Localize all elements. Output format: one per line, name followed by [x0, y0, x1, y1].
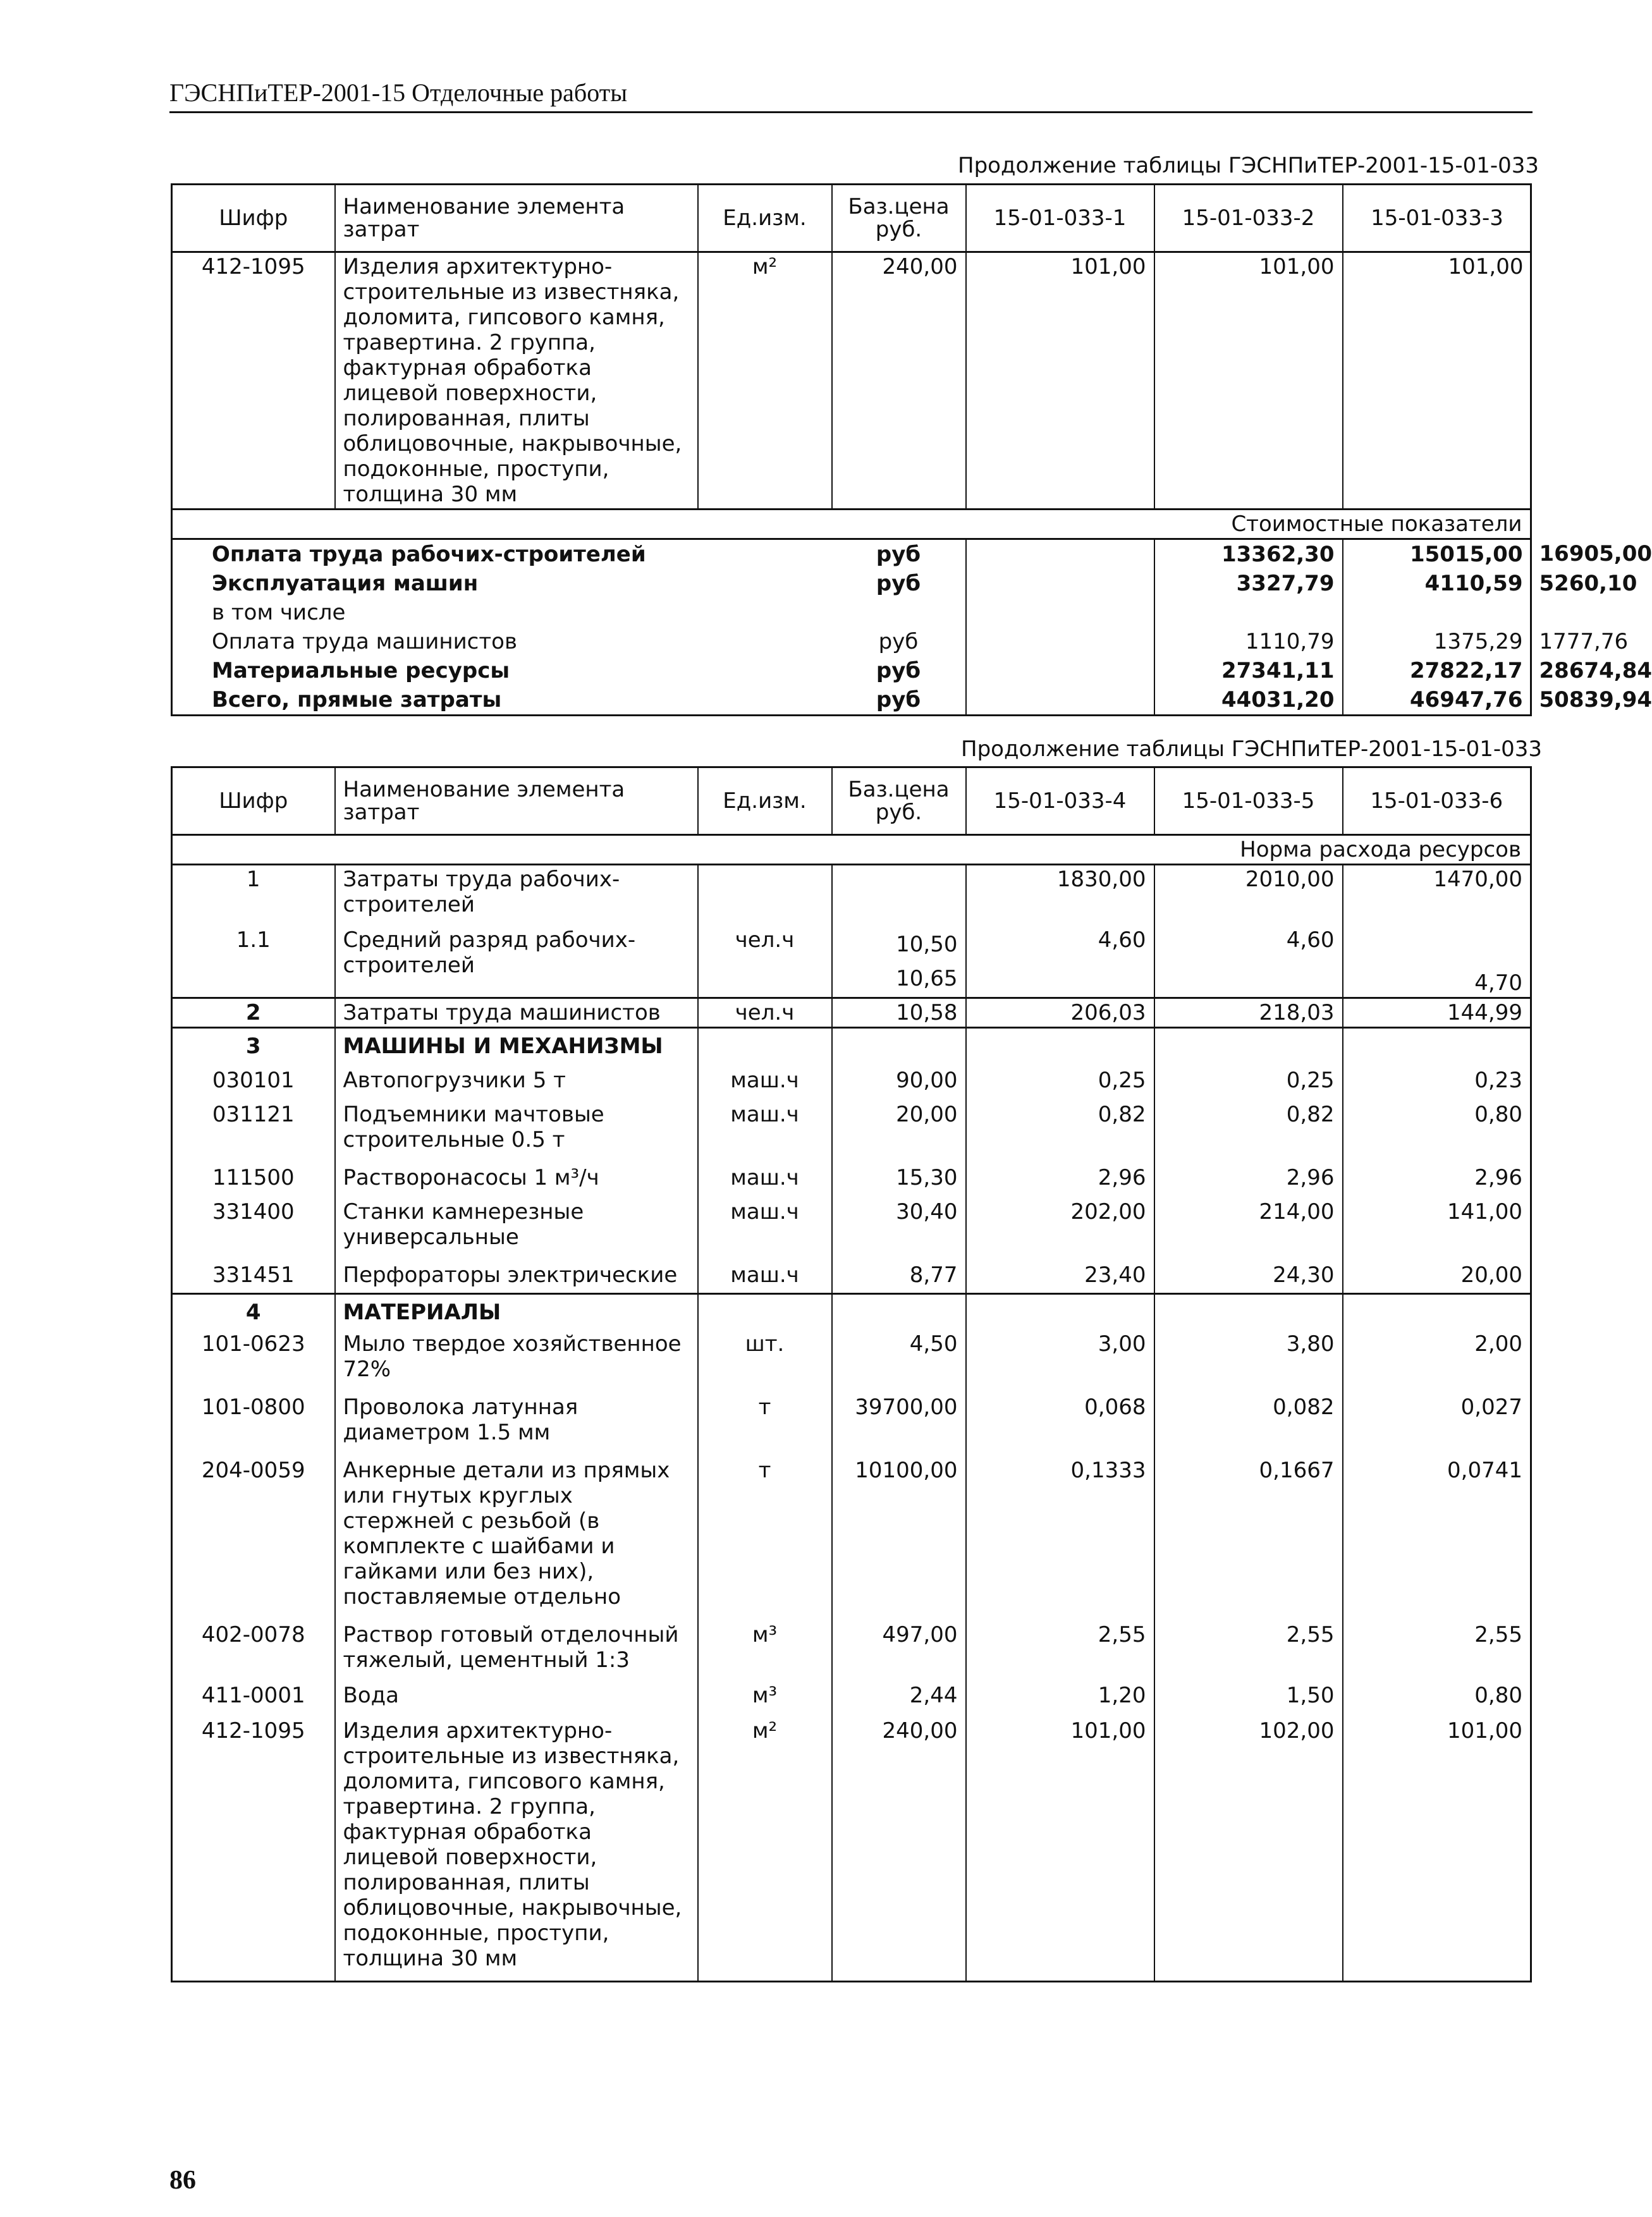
- row-value: 101,00: [1447, 1718, 1522, 1744]
- table-row: [172, 1611, 1531, 1674]
- row-unit: [698, 865, 832, 919]
- table-header-row: [172, 767, 1531, 835]
- col-header-name: Наименование элемента затрат: [335, 767, 698, 835]
- row-unit: м³: [698, 1674, 832, 1709]
- row-price: 20,00: [832, 1094, 966, 1154]
- row-value: 0,027: [1460, 1395, 1522, 1420]
- row-price: 2,44: [832, 1674, 966, 1709]
- row-price: 240,00: [832, 252, 966, 510]
- row-value: 2,00: [1474, 1331, 1522, 1357]
- total-value: 44031,20: [1154, 685, 1343, 716]
- row-value: 1470,00: [1433, 867, 1522, 892]
- row-value: 202,00: [966, 1192, 1154, 1251]
- row-unit: т: [698, 1446, 832, 1611]
- table-row: [172, 1674, 1531, 1709]
- row-code: 204-0059: [172, 1446, 335, 1611]
- col-header-unit: Ед.изм.: [698, 185, 832, 252]
- col-header-price: Баз.цена руб.: [832, 185, 966, 252]
- row-value: 2,96: [1474, 1165, 1522, 1190]
- row-value: 206,03: [966, 998, 1154, 1028]
- row-unit: м³: [698, 1611, 832, 1674]
- col-header-code: Шифр: [172, 185, 335, 252]
- row-value: 1830,00: [966, 865, 1154, 919]
- row-value: 101,00: [1154, 252, 1343, 510]
- row-value: 214,00: [1154, 1192, 1343, 1251]
- row-value: 20,00: [1460, 1262, 1522, 1288]
- row-value: 2,55: [1154, 1611, 1343, 1674]
- total-value: 1375,29: [1343, 627, 1531, 656]
- row-code: 412-1095: [172, 1709, 335, 1981]
- row-code: 1.1: [172, 919, 335, 998]
- total-empty: [966, 685, 1154, 716]
- row-code: 101-0623: [172, 1326, 335, 1383]
- table-row: [172, 252, 1531, 510]
- total-label: Материальные ресурсы: [212, 658, 510, 683]
- table-row: [172, 1154, 1531, 1192]
- row-value: 218,03: [1154, 998, 1343, 1028]
- total-empty: [966, 598, 1154, 627]
- running-header: ГЭСНПиТЕР-2001-15 Отделочные работы: [169, 75, 1533, 113]
- total-empty: [966, 569, 1154, 598]
- row-value: 0,25: [1154, 1060, 1343, 1094]
- row-name: Вода: [335, 1674, 698, 1709]
- band-row: [172, 835, 1531, 865]
- row-price: [832, 865, 966, 919]
- total-label: Оплата труда машинистов: [212, 629, 518, 654]
- row-code: 111500: [172, 1154, 335, 1192]
- row-price: 15,30: [832, 1154, 966, 1192]
- table-row: [172, 1326, 1531, 1383]
- total-value: [1343, 598, 1531, 627]
- band-label: Норма расхода ресурсов: [172, 835, 1531, 865]
- total-empty: [966, 656, 1154, 685]
- row-code: 411-0001: [172, 1674, 335, 1709]
- total-value: 27822,17: [1343, 656, 1531, 685]
- row-value: 0,82: [966, 1094, 1154, 1154]
- row-unit: м²: [698, 252, 832, 510]
- page-number: 86: [169, 2166, 196, 2195]
- row-name: Изделия архитектурно-строительные из известняка, доломита, гипсового камня, травертина. 2 группа, фактурная обработка лицевой поверхности, полированная, плиты облицовочные, накрывочные, подоконные, проступи, толщина 30 мм: [335, 252, 698, 510]
- row-unit: маш.ч: [698, 1192, 832, 1251]
- table-header-row: [172, 185, 1531, 252]
- col-header-rate: 15-01-033-6: [1343, 767, 1531, 835]
- row-value: 101,00: [966, 1709, 1154, 1981]
- table-row: [172, 1192, 1531, 1251]
- band-label: Стоимостные показатели: [172, 510, 1531, 539]
- total-unit: руб: [832, 656, 966, 685]
- row-value: 0,1333: [966, 1446, 1154, 1611]
- row-name: Проволока латунная диаметром 1.5 мм: [335, 1383, 698, 1446]
- row-name: Автопогрузчики 5 т: [335, 1060, 698, 1094]
- col-header-rate: 15-01-033-2: [1154, 185, 1343, 252]
- table-row: [172, 1383, 1531, 1446]
- col-header-rate: 15-01-033-4: [966, 767, 1154, 835]
- table-row: [172, 998, 1531, 1028]
- row-code: 402-0078: [172, 1611, 335, 1674]
- total-empty: [966, 627, 1154, 656]
- row-value: 141,00: [1447, 1199, 1522, 1225]
- row-unit: маш.ч: [698, 1060, 832, 1094]
- row-value: 2010,00: [1154, 865, 1343, 919]
- row-value: 2,96: [966, 1154, 1154, 1192]
- row-value: 2,55: [1474, 1622, 1522, 1647]
- row-price: 4,50: [832, 1326, 966, 1383]
- cost-table-1: [171, 183, 1652, 716]
- total-row: Оплата труда машинистов руб 1110,79 1375,29 1777,76: [172, 627, 1531, 656]
- total-unit: руб: [832, 539, 966, 570]
- row-value: 0,082: [1154, 1383, 1343, 1446]
- table-caption: Продолжение таблицы ГЭСНПиТЕР-2001-15-01-033: [958, 153, 1539, 178]
- table-row: [172, 865, 1531, 919]
- col-header-price: Баз.цена руб.: [832, 767, 966, 835]
- table-row: [172, 1709, 1531, 1981]
- row-price: 8,77: [832, 1251, 966, 1294]
- cost-table-2: [171, 766, 1532, 1982]
- row-code: 1: [172, 865, 335, 919]
- price-value: 10,65: [896, 966, 958, 991]
- total-unit: руб: [832, 685, 966, 716]
- total-value: 46947,76: [1343, 685, 1531, 716]
- table-caption: Продолжение таблицы ГЭСНПиТЕР-2001-15-01-033: [961, 736, 1543, 762]
- row-name: Затраты труда машинистов: [335, 998, 698, 1028]
- row-value: 1,20: [966, 1674, 1154, 1709]
- total-unit: руб: [832, 627, 966, 656]
- band-row: [172, 510, 1531, 539]
- row-code: 101-0800: [172, 1383, 335, 1446]
- section-title: МАТЕРИАЛЫ: [335, 1294, 698, 1327]
- row-unit: чел.ч: [698, 919, 832, 998]
- row-value: 3,80: [1154, 1326, 1343, 1383]
- row-code: 2: [172, 998, 335, 1028]
- row-price: 497,00: [832, 1611, 966, 1674]
- total-value: 1110,79: [1154, 627, 1343, 656]
- total-row: Материальные ресурсы руб 27341,11 27822,17 28674,84: [172, 656, 1531, 685]
- col-header-rate: 15-01-033-5: [1154, 767, 1343, 835]
- row-price: 30,40: [832, 1192, 966, 1251]
- row-name: Подъемники мачтовые строительные 0.5 т: [335, 1094, 698, 1154]
- row-code: 030101: [172, 1060, 335, 1094]
- section-title: МАШИНЫ И МЕХАНИЗМЫ: [335, 1028, 698, 1061]
- row-value: 4,70: [1474, 970, 1522, 996]
- row-unit: т: [698, 1383, 832, 1446]
- section-number: 3: [172, 1028, 335, 1061]
- row-price: 240,00: [832, 1709, 966, 1981]
- total-label: в том числе: [212, 600, 346, 625]
- row-name: Растворонасосы 1 м³/ч: [335, 1154, 698, 1192]
- row-code: 331400: [172, 1192, 335, 1251]
- row-value: 101,00: [1448, 254, 1524, 279]
- col-header-unit: Ед.изм.: [698, 767, 832, 835]
- row-value: 0,068: [966, 1383, 1154, 1446]
- row-unit: м²: [698, 1709, 832, 1981]
- row-value: 0,82: [1154, 1094, 1343, 1154]
- col-header-rate: 15-01-033-3: [1343, 185, 1531, 252]
- row-unit: маш.ч: [698, 1251, 832, 1294]
- total-row: [172, 598, 1531, 627]
- total-empty: [966, 539, 1154, 570]
- section-row: [172, 1028, 1531, 1061]
- total-value: 13362,30: [1154, 539, 1343, 570]
- col-header-name: Наименование элемента затрат: [335, 185, 698, 252]
- row-value: 2,55: [966, 1611, 1154, 1674]
- row-value: 102,00: [1154, 1709, 1343, 1981]
- row-value: 4,60: [966, 919, 1154, 998]
- total-label: Всего, прямые затраты: [212, 687, 502, 712]
- row-name: Средний разряд рабочих-строителей: [335, 919, 698, 998]
- row-name: Изделия архитектурно-строительные из известняка, доломита, гипсового камня, травертина. 2 группа, фактурная обработка лицевой поверхности, полированная, плиты облицовочные, накрывочные, подоконные, проступи, толщина 30 мм: [335, 1709, 698, 1981]
- row-name: Перфораторы электрические: [335, 1251, 698, 1294]
- row-value: 2,96: [1154, 1154, 1343, 1192]
- row-name: Станки камнерезные универсальные: [335, 1192, 698, 1251]
- row-value: 0,80: [1474, 1102, 1522, 1127]
- total-unit: руб: [832, 569, 966, 598]
- row-code: 412-1095: [172, 252, 335, 510]
- row-value: 0,25: [966, 1060, 1154, 1094]
- row-price: 39700,00: [832, 1383, 966, 1446]
- row-unit: маш.ч: [698, 1154, 832, 1192]
- row-name: Мыло твердое хозяйственное 72%: [335, 1326, 698, 1383]
- total-row: Всего, прямые затраты руб 44031,20 46947,76 50839,94: [172, 685, 1531, 716]
- row-value: 0,80: [1474, 1683, 1522, 1708]
- total-value: 3327,79: [1154, 569, 1343, 598]
- row-price: [832, 919, 966, 998]
- table-row: [172, 1446, 1531, 1611]
- price-value: 10,50: [896, 932, 958, 957]
- row-unit: шт.: [698, 1326, 832, 1383]
- table-row: [172, 1060, 1531, 1094]
- row-price: 10,58: [832, 998, 966, 1028]
- table-row: [172, 919, 1531, 998]
- row-value: 1,50: [1154, 1674, 1343, 1709]
- row-unit: маш.ч: [698, 1094, 832, 1154]
- total-unit: [832, 598, 966, 627]
- row-name: Анкерные детали из прямых или гнутых круглых стержней с резьбой (в комплекте с шайбами и гайками или без них), поставляемые отдельно: [335, 1446, 698, 1611]
- total-value: 27341,11: [1154, 656, 1343, 685]
- row-value: 101,00: [966, 252, 1154, 510]
- row-price: 10100,00: [832, 1446, 966, 1611]
- row-unit: чел.ч: [698, 998, 832, 1028]
- col-header-rate: 15-01-033-1: [966, 185, 1154, 252]
- row-price: 90,00: [832, 1060, 966, 1094]
- total-value: 15015,00: [1343, 539, 1531, 570]
- row-value: 24,30: [1154, 1251, 1343, 1294]
- row-value: 144,99: [1343, 998, 1531, 1028]
- row-code: 331451: [172, 1251, 335, 1294]
- row-value: 4,60: [1154, 919, 1343, 998]
- row-name: Затраты труда рабочих-строителей: [335, 865, 698, 919]
- row-name: Раствор готовый отделочный тяжелый, цементный 1:3: [335, 1611, 698, 1674]
- table-row: [172, 1251, 1531, 1294]
- row-value: 23,40: [966, 1251, 1154, 1294]
- row-value: 0,23: [1474, 1068, 1522, 1093]
- total-value: [1154, 598, 1343, 627]
- total-row: Оплата труда рабочих-строителей руб 13362,30 15015,00 16905,00: [172, 539, 1531, 570]
- row-code: 031121: [172, 1094, 335, 1154]
- table-row: [172, 1094, 1531, 1154]
- section-number: 4: [172, 1294, 335, 1327]
- section-row: [172, 1294, 1531, 1327]
- total-label: Эксплуатация машин: [212, 571, 479, 596]
- col-header-code: Шифр: [172, 767, 335, 835]
- row-value: 3,00: [966, 1326, 1154, 1383]
- total-row: Эксплуатация машин руб 3327,79 4110,59 5260,10: [172, 569, 1531, 598]
- row-value: 0,1667: [1154, 1446, 1343, 1611]
- total-value: 4110,59: [1343, 569, 1531, 598]
- total-label: Оплата труда рабочих-строителей: [212, 542, 646, 567]
- row-value: 0,0741: [1447, 1458, 1522, 1483]
